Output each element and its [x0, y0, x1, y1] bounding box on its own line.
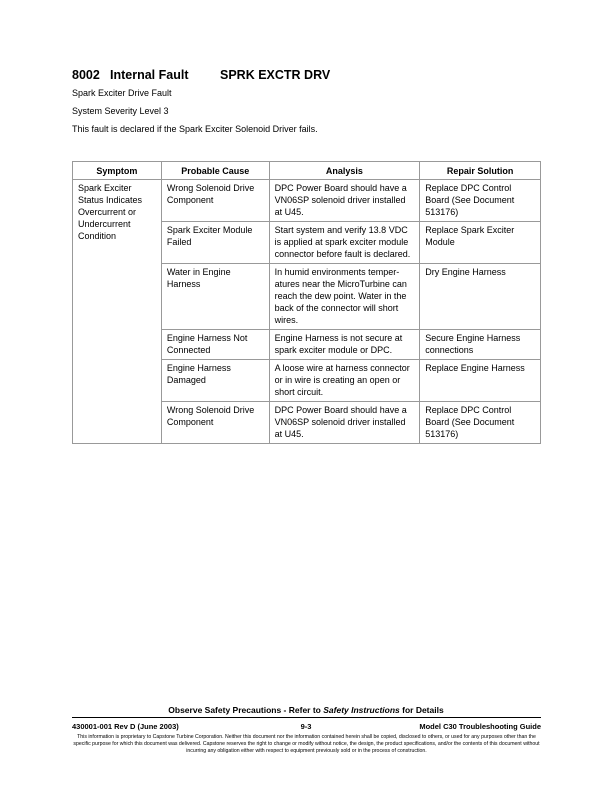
troubleshooting-table	[72, 161, 541, 444]
analysis-cell: DPC Power Board should have a VN06SP solenoid driver installed at U45.	[269, 180, 420, 222]
cause-cell: Wrong Solenoid Drive Component	[161, 180, 269, 222]
column-header-repair-solution: Repair Solution	[420, 162, 541, 180]
analysis-cell: In humid environments temper-atures near the MicroTurbine can reach the dew point. Water in the back of the connector will short wires.	[269, 264, 420, 330]
analysis-cell: A loose wire at harness connector or in wire is creating an open or short circuit.	[269, 360, 420, 402]
cause-cell: Spark Exciter Module Failed	[161, 222, 269, 264]
fault-description: Spark Exciter Drive Fault	[72, 88, 172, 98]
guide-title: Model C30 Troubleshooting Guide	[419, 722, 541, 731]
safety-instructions-reference: Safety Instructions	[323, 705, 400, 715]
column-header-analysis: Analysis	[269, 162, 420, 180]
cause-cell: Wrong Solenoid Drive Component	[161, 402, 269, 444]
repair-cell: Dry Engine Harness	[420, 264, 541, 330]
analysis-cell: DPC Power Board should have a VN06SP solenoid driver installed at U45.	[269, 402, 420, 444]
table-header-row	[73, 162, 541, 180]
cause-cell: Engine Harness Damaged	[161, 360, 269, 402]
safety-notice-prefix: Observe Safety Precautions - Refer to	[168, 705, 324, 715]
cause-cell: Water in Engine Harness	[161, 264, 269, 330]
repair-cell: Replace Engine Harness	[420, 360, 541, 402]
repair-cell: Replace Spark Exciter Module	[420, 222, 541, 264]
symptom-cell: Spark Exciter Status Indicates Overcurrent or Undercurrent Condition	[73, 180, 162, 444]
fault-title: Internal Fault	[110, 68, 189, 82]
proprietary-disclaimer: This information is proprietary to Capstone Turbine Corporation. Neither this document nor the information contained herein shall be copied, disclosed to others, or used for any purposes other than the specific purpose for which this document was delivered. Capstone reserves the right to change or modify without notice, the design, the product specifications, and/or the contents of this document without incurring any obligation either with respect to equipment previously sold or in the process of construction.	[73, 734, 540, 754]
analysis-cell: Start system and verify 13.8 VDC is applied at spark exciter module connector before fault is declared.	[269, 222, 420, 264]
page-number: 9-3	[300, 722, 312, 731]
column-header-symptom: Symptom	[73, 162, 162, 180]
fault-code: 8002	[72, 68, 100, 82]
repair-cell: Replace DPC Control Board (See Document 513176)	[420, 402, 541, 444]
repair-cell: Replace DPC Control Board (See Document 513176)	[420, 180, 541, 222]
table-row	[73, 180, 541, 222]
analysis-cell: Engine Harness is not secure at spark exciter module or DPC.	[269, 330, 420, 360]
severity-level: System Severity Level 3	[72, 106, 169, 116]
fault-name: SPRK EXCTR DRV	[220, 68, 331, 82]
footer-divider	[72, 717, 541, 718]
fault-heading	[72, 68, 330, 82]
column-header-probable-cause: Probable Cause	[161, 162, 269, 180]
repair-cell: Secure Engine Harness connections	[420, 330, 541, 360]
fault-condition: This fault is declared if the Spark Exciter Solenoid Driver fails.	[72, 124, 318, 134]
cause-cell: Engine Harness Not Connected	[161, 330, 269, 360]
safety-notice-suffix: for Details	[399, 705, 444, 715]
document-number: 430001-001 Rev D (June 2003)	[72, 722, 179, 731]
safety-notice	[0, 705, 612, 715]
